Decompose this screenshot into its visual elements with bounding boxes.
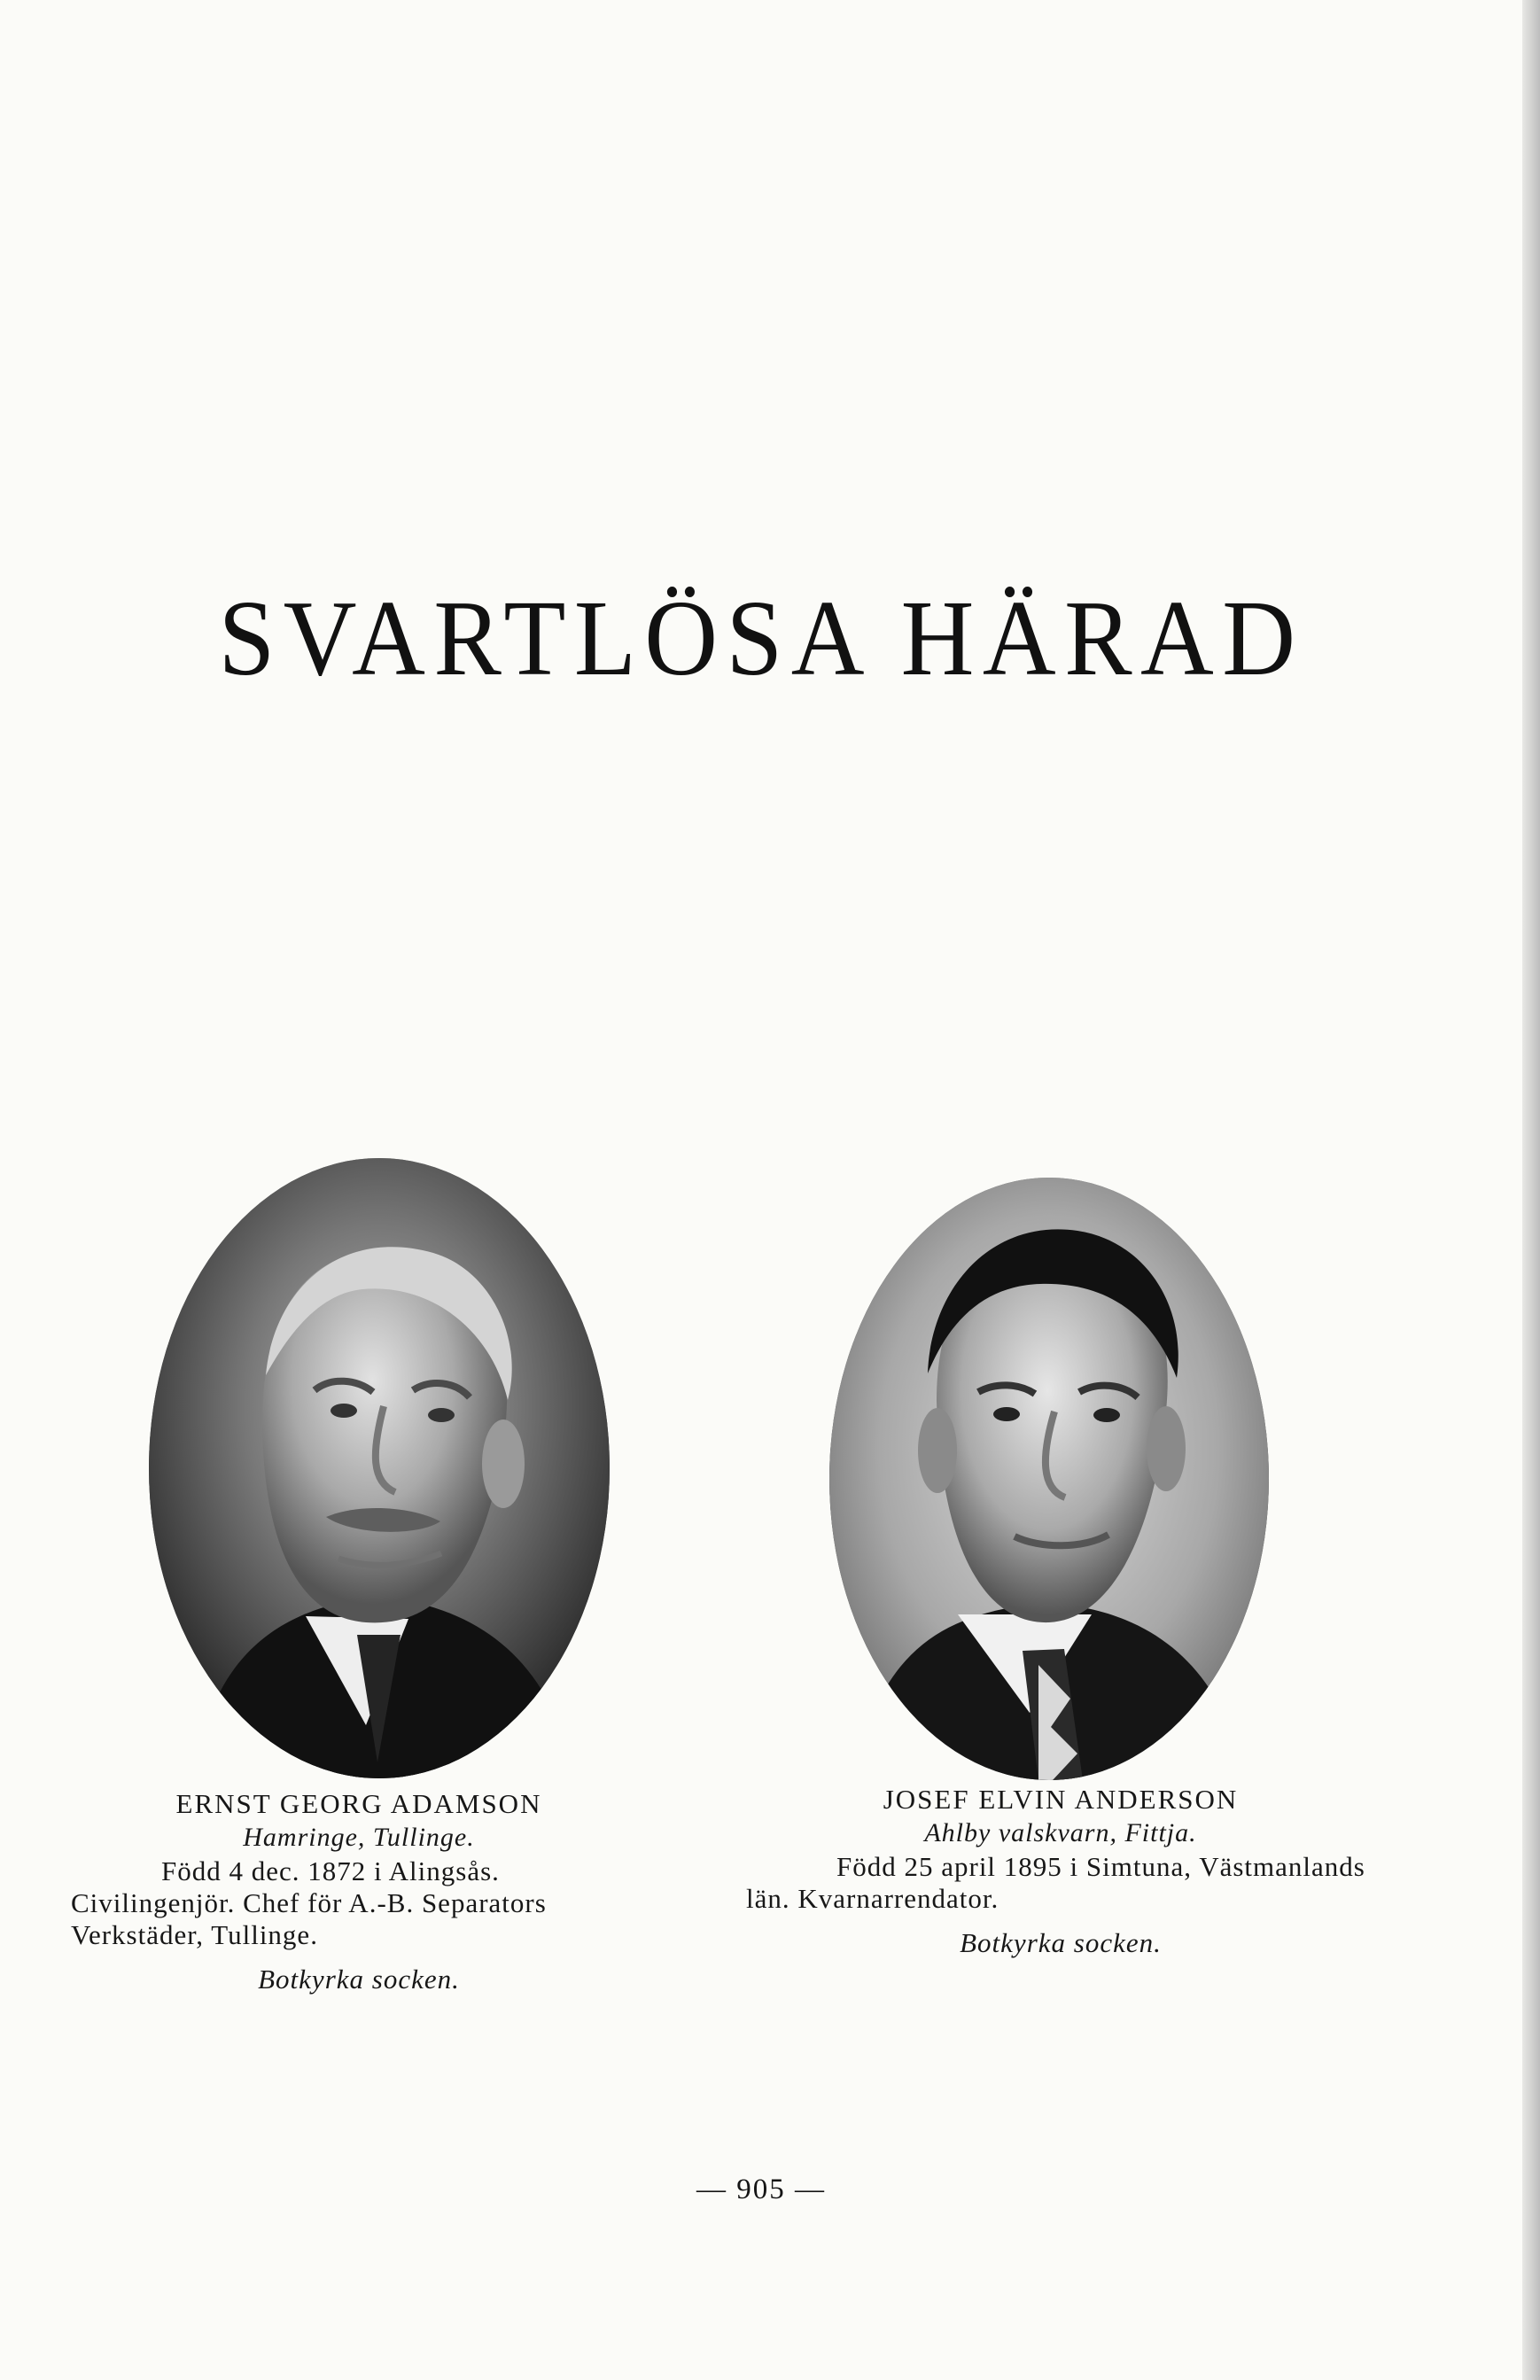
person-name-right: JOSEF ELVIN ANDERSON bbox=[883, 1784, 1239, 1815]
person-parish-left: Botkyrka socken. bbox=[258, 1964, 460, 1995]
portrait-left-image bbox=[149, 1158, 610, 1778]
portrait-left bbox=[149, 1158, 610, 1778]
person-name-left: ERNST GEORG ADAMSON bbox=[175, 1788, 542, 1819]
portrait-right-image bbox=[829, 1178, 1269, 1780]
page-title: SVARTLÖSA HÄRAD bbox=[218, 579, 1304, 698]
person-place-left: Hamringe, Tullinge. bbox=[243, 1823, 475, 1852]
person-parish-right: Botkyrka socken. bbox=[960, 1927, 1162, 1958]
biography-entry-right bbox=[746, 1784, 1375, 1959]
page-number: — 905 — bbox=[696, 2174, 826, 2205]
person-place-right: Ahlby valskvarn, Fittja. bbox=[924, 1818, 1197, 1847]
person-description-right: Född 25 april 1895 i Simtuna, Västmanlands län. Kvarnarrendator. bbox=[746, 1851, 1365, 1914]
page-edge-shadow bbox=[1522, 0, 1540, 2380]
person-description-left: Född 4 dec. 1872 i Alingsås. Civilingenjör. Chef för A.-B. Separators Verkstäder, Tullinge. bbox=[71, 1855, 547, 1950]
portrait-right bbox=[829, 1178, 1269, 1780]
biography-entry-left bbox=[71, 1788, 647, 1995]
